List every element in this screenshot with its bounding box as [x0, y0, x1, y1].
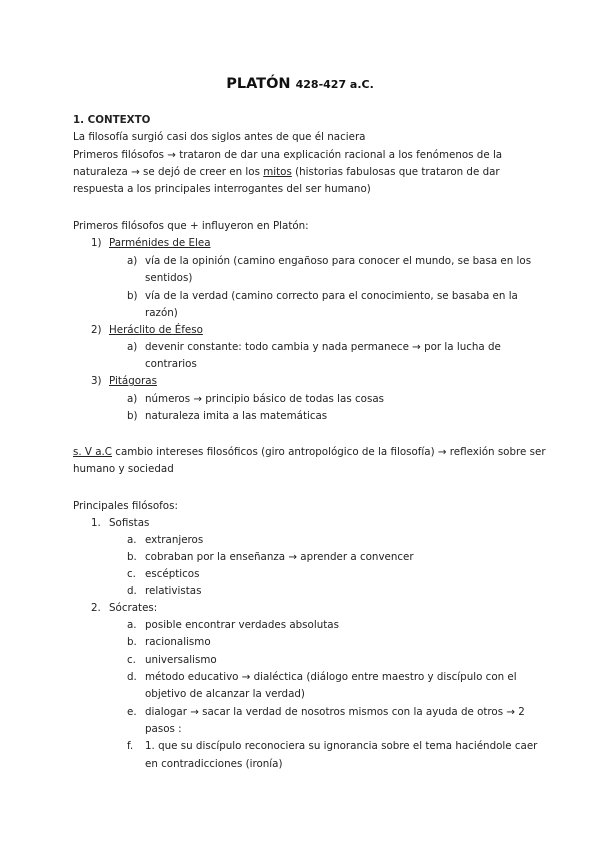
contexto-line-3 [73, 164, 500, 181]
socrates-e-line-1: dialogar → sacar la verdad de nosotros mismos con la ayuda de otros → 2 [145, 706, 525, 718]
sofistas-b: cobraban por la enseñanza → aprender a convencer [145, 551, 414, 563]
list-letter: d. [127, 671, 137, 683]
socrates-title: Sócrates: [109, 602, 158, 614]
list-letter: c. [127, 654, 136, 666]
contexto-line-3-post: (historias fabulosas que trataron de dar [291, 166, 500, 178]
socrates-a: posible encontrar verdades absolutas [145, 619, 339, 631]
parmenides-link[interactable]: Parménides de Elea [109, 237, 211, 249]
sofistas-d: relativistas [145, 585, 202, 597]
parmenides-b-line-1: vía de la verdad (camino correcto para el conocimiento, se basaba en la [145, 290, 518, 302]
siglo-v-link[interactable]: s. V a.C [73, 446, 113, 458]
list-number: 1. [91, 517, 101, 529]
heraclito-a-line-2: contrarios [145, 358, 197, 370]
list-letter: b. [127, 551, 137, 563]
parmenides-b-line-2: razón) [145, 307, 178, 319]
list-letter: b) [127, 410, 138, 422]
socrates-d-line-1: método educativo → dialéctica (diálogo entre maestro y discípulo con el [145, 671, 517, 683]
heraclito-link[interactable]: Heráclito de Éfeso [109, 324, 203, 336]
list-letter: a. [127, 619, 137, 631]
socrates-e-line-2: pasos : [145, 723, 182, 735]
list-letter: a) [127, 393, 138, 405]
sofistas-c: escépticos [145, 568, 200, 580]
socrates-d-line-2: objetivo de alcanzar la verdad) [145, 688, 305, 700]
contexto-line-1: La filosofía surgió casi dos siglos antes de que él naciera [73, 131, 366, 143]
list-letter: a) [127, 341, 138, 353]
socrates-b: racionalismo [145, 636, 211, 648]
pitagoras-b-line: naturaleza imita a las matemáticas [145, 410, 328, 422]
list-letter: d. [127, 585, 137, 597]
list-number: 1) [91, 237, 102, 249]
title-dates: 428-427 a.C. [295, 78, 374, 91]
section-heading-contexto: 1. CONTEXTO [73, 114, 151, 126]
pitagoras-a-line: números → principio básico de todas las cosas [145, 393, 384, 405]
list-letter: e. [127, 706, 137, 718]
siglo-line-1 [73, 444, 546, 461]
socrates-f-line-2: en contradicciones (ironía) [145, 758, 283, 770]
page-title [0, 76, 600, 92]
principales-intro: Principales filósofos: [73, 500, 178, 512]
parmenides-a-line-1: vía de la opinión (camino engañoso para conocer el mundo, se basa en los [145, 255, 532, 267]
siglo-line-2: humano y sociedad [73, 463, 174, 475]
list-number: 2) [91, 324, 102, 336]
mitos-link[interactable]: mitos [263, 166, 292, 178]
socrates-c: universalismo [145, 654, 217, 666]
siglo-line-1-text: cambio intereses filosóficos (giro antropológico de la filosofía) → reflexión sobre ser [112, 446, 546, 458]
heraclito-a-line-1: devenir constante: todo cambia y nada permanece → por la lucha de [145, 341, 501, 353]
list-letter: c. [127, 568, 136, 580]
list-number: 3) [91, 375, 102, 387]
list-letter: f. [127, 740, 134, 752]
sofistas-a: extranjeros [145, 534, 204, 546]
parmenides-a-line-2: sentidos) [145, 272, 193, 284]
title-main: PLATÓN [226, 76, 291, 92]
contexto-line-2: Primeros filósofos → trataron de dar una explicación racional a los fenómenos de la [73, 149, 503, 161]
socrates-f-line-1: 1. que su discípulo reconociera su ignorancia sobre el tema haciéndole caer [145, 740, 538, 752]
list-number: 2. [91, 602, 101, 614]
influencers-intro: Primeros filósofos que + influyeron en Platón: [73, 220, 309, 232]
list-letter: b. [127, 636, 137, 648]
list-letter: a) [127, 255, 138, 267]
sofistas-title: Sofistas [109, 517, 150, 529]
pitagoras-link[interactable]: Pitágoras [109, 375, 157, 387]
list-letter: b) [127, 290, 138, 302]
contexto-line-3-pre: naturaleza → se dejó de creer en los [73, 166, 264, 178]
list-letter: a. [127, 534, 137, 546]
contexto-line-4: respuesta a los principales interrogantes del ser humano) [73, 183, 371, 195]
